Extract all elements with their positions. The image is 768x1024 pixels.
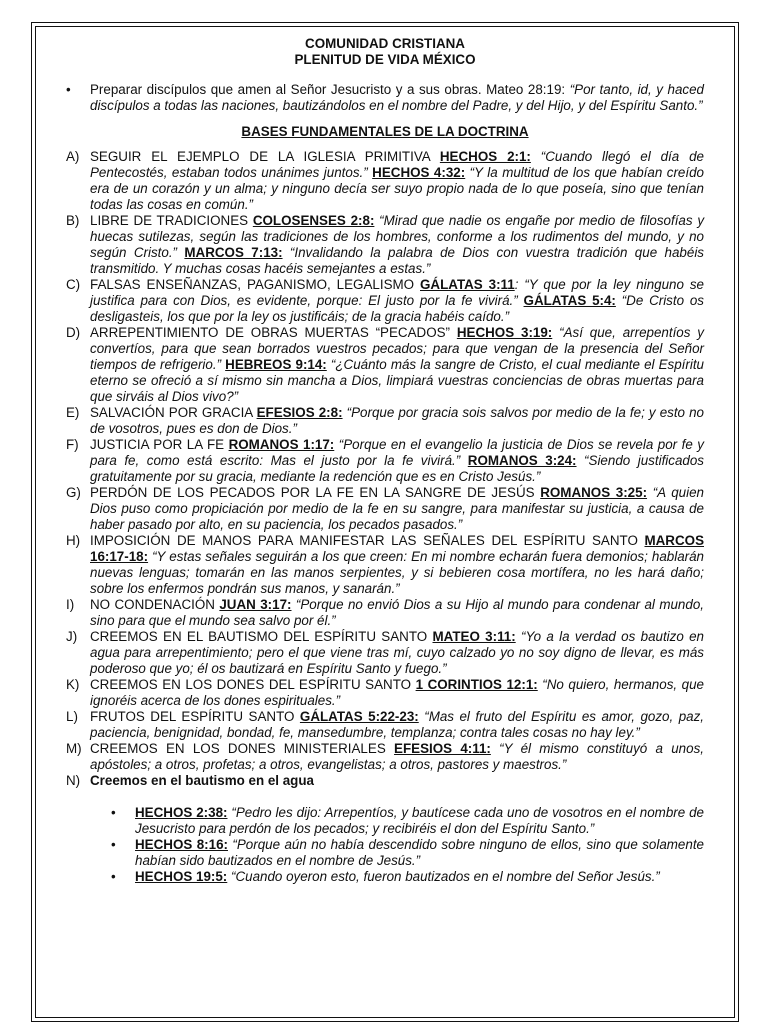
intro-text: Preparar discípulos que amen al Señor Jesucristo y a sus obras. Mateo 28:19: [90, 82, 570, 97]
item-title: SEGUIR EL EJEMPLO DE LA IGLESIA PRIMITIVA [90, 149, 440, 164]
scripture-quote: “Mas el fruto del Espíritu es amor, gozo, paz, paciencia, benignidad, bondad, fe, mansedumbre, templanza; contra tales cosas no hay ley.” [90, 709, 705, 740]
scripture-quote: “Y estas señales seguirán a los que creen: En mi nombre echarán fuera demonios; hablarán nuevas lenguas; tomarán en las manos serpientes, y si bebieren cosa mortífera, no les hará daño; sobre los enfermos pondrán sus manos, y sanarán.” [90, 549, 704, 596]
scripture-ref: HEBREOS 9:14: [225, 357, 327, 372]
scripture-ref: GÁLATAS 3:11 [420, 277, 515, 292]
list-item [66, 773, 704, 789]
list-item [66, 437, 704, 485]
org-subname: PLENITUD DE VIDA MÉXICO [294, 52, 476, 67]
list-item [111, 869, 704, 885]
org-name: COMUNIDAD CRISTIANA [305, 36, 465, 51]
scripture-quote: “Cuando llegó el día de Pentecostés, estaban todos unánimes juntos.” [90, 149, 704, 180]
scripture-quote: “Yo a la verdad os bautizo en agua para arrepentimiento; pero el que viene tras mí, cuyo calzado yo no soy digno de llevar, es más poderoso que yo; él os bautizará en Espíritu Santo y fuego.” [90, 629, 705, 676]
scripture-ref: GÁLATAS 5:22-23: [299, 709, 419, 724]
bullet-icon: • [111, 837, 116, 852]
scripture-quote: “De Cristo os desligasteis, los que por la ley os justificáis; de la gracia habéis caído.” [90, 293, 705, 324]
item-letter: C) [66, 277, 81, 292]
bullet-icon: • [111, 805, 116, 820]
item-letter: N) [66, 773, 81, 788]
item-letter: B) [66, 213, 80, 228]
item-letter: F) [66, 437, 79, 452]
item-letter: H) [66, 533, 81, 548]
scripture-ref: HECHOS 4:32: [372, 165, 466, 180]
scripture-ref: GÁLATAS 5:4: [523, 293, 616, 308]
item-letter: K) [66, 677, 80, 692]
item-title: SALVACIÓN POR GRACIA [90, 405, 257, 420]
scripture-ref: EFESIOS 4:11: [394, 741, 491, 756]
scripture-quote: “No quiero, hermanos, que ignoréis acerca de los dones espirituales.” [90, 677, 704, 708]
intro-quote: “Por tanto, id, y haced discípulos a todas las naciones, bautizándolos en el nombre del Padre, y del Hijo, y del Espíritu Santo.” [90, 82, 704, 113]
scripture-quote: : “Y que por la ley ninguno se justifica para con Dios, es evidente, porque: El justo por la fe vivirá.” [90, 277, 704, 308]
intro-paragraph [66, 82, 704, 114]
scripture-ref: EFESIOS 2:8: [256, 405, 343, 420]
list-item [66, 629, 704, 677]
item-title: JUSTICIA POR LA FE [90, 437, 229, 452]
scripture-quote: “¿Cuánto más la sangre de Cristo, el cual mediante el Espíritu eterno se ofreció a sí mismo sin mancha a Dios, limpiará vuestras conciencias de obras muertas para que sirváis al Dios vivo?” [90, 357, 704, 404]
scripture-ref: MATEO 3:11: [432, 629, 516, 644]
item-title: NO CONDENACIÓN [90, 597, 220, 612]
scripture-quote: “Porque aún no había descendido sobre ninguno de ellos, sino que solamente habían sido bautizados en el nombre de Jesús.” [135, 837, 704, 868]
scripture-quote: “Cuando oyeron esto, fueron bautizados en el nombre del Señor Jesús.” [227, 869, 660, 884]
list-item [111, 805, 704, 837]
scripture-ref: ROMANOS 3:24: [467, 453, 577, 468]
scripture-ref: HECHOS 3:19: [456, 325, 553, 340]
list-item [66, 709, 704, 741]
list-item [111, 837, 704, 869]
scripture-quote: “A quien Dios puso como propiciación por medio de la fe en su sangre, para manifestar su justicia, a causa de haber pasado por alto, en su paciencia, los pecados pasados.” [90, 485, 704, 532]
item-letter: D) [66, 325, 81, 340]
scripture-ref: HECHOS 19:5: [135, 869, 228, 884]
item-title: FALSAS ENSEÑANZAS, PAGANISMO, LEGALISMO [90, 277, 420, 292]
item-title: Creemos en el bautismo en el agua [90, 773, 314, 788]
scripture-quote: “Pedro les dijo: Arrepentíos, y bautícese cada uno de vosotros en el nombre de Jesucristo para perdón de los pecados; y recibiréis el don del Espíritu Santo.” [135, 805, 704, 836]
item-letter: G) [66, 485, 81, 500]
item-title: CREEMOS EN LOS DONES DEL ESPÍRITU SANTO [90, 677, 416, 692]
item-letter: M) [66, 741, 82, 756]
scripture-ref: COLOSENSES 2:8: [252, 213, 375, 228]
item-letter: I) [66, 597, 75, 612]
scripture-quote: “Siendo justificados gratuitamente por su gracia, mediante la redención que es en Cristo Jesús.” [90, 453, 704, 484]
scripture-ref: HECHOS 2:1: [439, 149, 531, 164]
item-letter: E) [66, 405, 80, 420]
list-item [66, 325, 704, 405]
item-letter: J) [66, 629, 78, 644]
scripture-quote: “Porque por gracia sois salvos por medio de la fe; y esto no de vosotros, pues es don de Dios.” [90, 405, 704, 436]
scripture-ref: HECHOS 8:16: [135, 837, 228, 852]
item-letter: A) [66, 149, 80, 164]
list-item [66, 741, 704, 773]
scripture-ref: 1 CORINTIOS 12:1: [415, 677, 538, 692]
item-title: ARREPENTIMIENTO DE OBRAS MUERTAS “PECADOS” [90, 325, 457, 340]
item-title: CREEMOS EN LOS DONES MINISTERIALES [90, 741, 395, 756]
scripture-ref: JUAN 3:17: [219, 597, 292, 612]
item-title: CREEMOS EN EL BAUTISMO DEL ESPÍRITU SANTO [90, 629, 433, 644]
scripture-quote: “Así que, arrepentíos y convertíos, para que sean borrados vuestros pecados; para que vengan de la presencia del Señor tiempos de refrigerio.” [90, 325, 704, 372]
scripture-quote: “Y él mismo constituyó a unos, apóstoles; a otros, profetas; a otros, evangelistas; a otros, pastores y maestros.” [90, 741, 704, 772]
item-letter: L) [66, 709, 78, 724]
scripture-quote: “Y la multitud de los que habían creído era de un corazón y un alma; y ninguno decía ser suyo propio nada de lo que poseía, sino que tenían todas las cosas en común.” [90, 165, 704, 212]
scripture-quote: “Porque no envió Dios a su Hijo al mundo para condenar al mundo, sino para que el mundo sea salvo por él.” [90, 597, 704, 628]
scripture-ref: HECHOS 2:38: [135, 805, 228, 820]
list-item [66, 597, 704, 629]
doctrine-list [66, 149, 704, 789]
scripture-ref: MARCOS 16:17-18: [90, 533, 704, 564]
scripture-quote: “Invalidando la palabra de Dios con vuestra tradición que habéis transmitido. Y muchas cosas hacéis semejantes a estas.” [90, 245, 704, 276]
scripture-quote: “Porque en el evangelio la justicia de Dios se revela por fe y para fe, como está escrito: Mas el justo por la fe vivirá.” [90, 437, 704, 468]
list-item [66, 533, 704, 597]
scripture-ref: MARCOS 7:13: [184, 245, 283, 260]
list-item [66, 677, 704, 709]
item-title: LIBRE DE TRADICIONES [90, 213, 253, 228]
list-item [66, 149, 704, 213]
item-title: FRUTOS DEL ESPÍRITU SANTO [90, 709, 300, 724]
document-body [66, 36, 704, 885]
list-item [66, 485, 704, 533]
baptism-references [66, 805, 704, 885]
scripture-ref: ROMANOS 1:17: [228, 437, 335, 452]
list-item [66, 277, 704, 325]
item-title: IMPOSICIÓN DE MANOS PARA MANIFESTAR LAS SEÑALES DEL ESPÍRITU SANTO [90, 533, 645, 548]
bullet-icon: • [111, 869, 116, 884]
scripture-quote: “Mirad que nadie os engañe por medio de filosofías y huecas sutilezas, según las tradiciones de los hombres, conforme a los rudimentos del mundo, y no según Cristo.” [90, 213, 705, 260]
item-title: PERDÓN DE LOS PECADOS POR LA FE EN LA SANGRE DE JESÚS [90, 485, 541, 500]
scripture-ref: ROMANOS 3:25: [540, 485, 648, 500]
list-item [66, 405, 704, 437]
bullet-icon: • [66, 82, 71, 97]
list-item [66, 213, 704, 277]
section-title: BASES FUNDAMENTALES DE LA DOCTRINA [241, 124, 529, 139]
